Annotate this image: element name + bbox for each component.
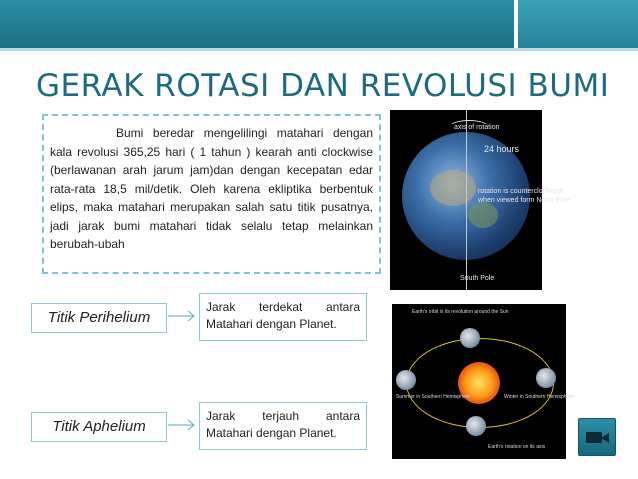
video-camera-lens-icon	[601, 433, 609, 443]
description-box	[42, 114, 381, 274]
axis-label: axis of rotation	[454, 124, 500, 131]
earth-planet-icon	[460, 328, 480, 348]
slide-title: GERAK ROTASI DAN REVOLUSI BUMI	[36, 68, 610, 104]
arrow-right-icon	[168, 310, 196, 322]
earth-landmass	[468, 202, 498, 228]
earth-orbit-image	[392, 304, 574, 459]
arrow-right-icon	[168, 419, 196, 431]
term-description-perihelium	[199, 293, 367, 341]
south-pole-label: South Pole	[460, 275, 495, 282]
earth-landmass	[430, 170, 476, 206]
description-paragraph: Bumi beredar mengelilingi matahari dengan kala revolusi 365,25 hari ( 1 tahun ) kearah anti clockwise (berlawanan arah jarum jam)dan dengan kecepatan edar rata-rata 18,5 mil/detik. Oleh karena ekliptika berbentuk elips, maka matahari merupakan salah satu titik pusatnya, jadi jarak bumi matahari tidak selalu tetap melainkan berubah-ubah	[50, 126, 373, 251]
orbit-label-right: Winter in Southern Hemisphere	[504, 394, 574, 400]
hours-label: 24 hours	[484, 144, 520, 154]
term-label-aphelium: Titik Aphelium	[31, 412, 167, 442]
earth-planet-icon	[466, 416, 486, 436]
term-description-text: Jarak terdekat antara Matahari dengan Planet.	[206, 300, 360, 331]
header-bar	[0, 0, 638, 48]
earth-planet-icon	[536, 368, 556, 388]
earth-planet-icon	[396, 370, 416, 390]
header-divider	[0, 48, 638, 51]
orbit-note-top: Earth's orbit is its revolution around the Sun	[412, 309, 509, 315]
term-description-text: Jarak terjauh antara Matahari dengan Planet.	[206, 409, 360, 440]
earth-rotation-image	[390, 110, 570, 290]
header-accent	[514, 0, 638, 48]
rotation-note-2: when viewed form North Pole	[478, 197, 570, 204]
video-camera-button[interactable]	[578, 418, 616, 456]
term-label-perihelium: Titik Perihelium	[31, 303, 167, 333]
orbit-note-bottom: Earth's rotation on its axis	[488, 444, 546, 450]
term-description-aphelium	[199, 402, 367, 450]
video-camera-icon	[586, 432, 602, 443]
rotation-note-1: rotation is counterclockwise	[478, 188, 564, 195]
orbit-label-left: Summer in Southern Hemisphere	[396, 394, 471, 400]
rotation-axis-line	[466, 110, 467, 290]
